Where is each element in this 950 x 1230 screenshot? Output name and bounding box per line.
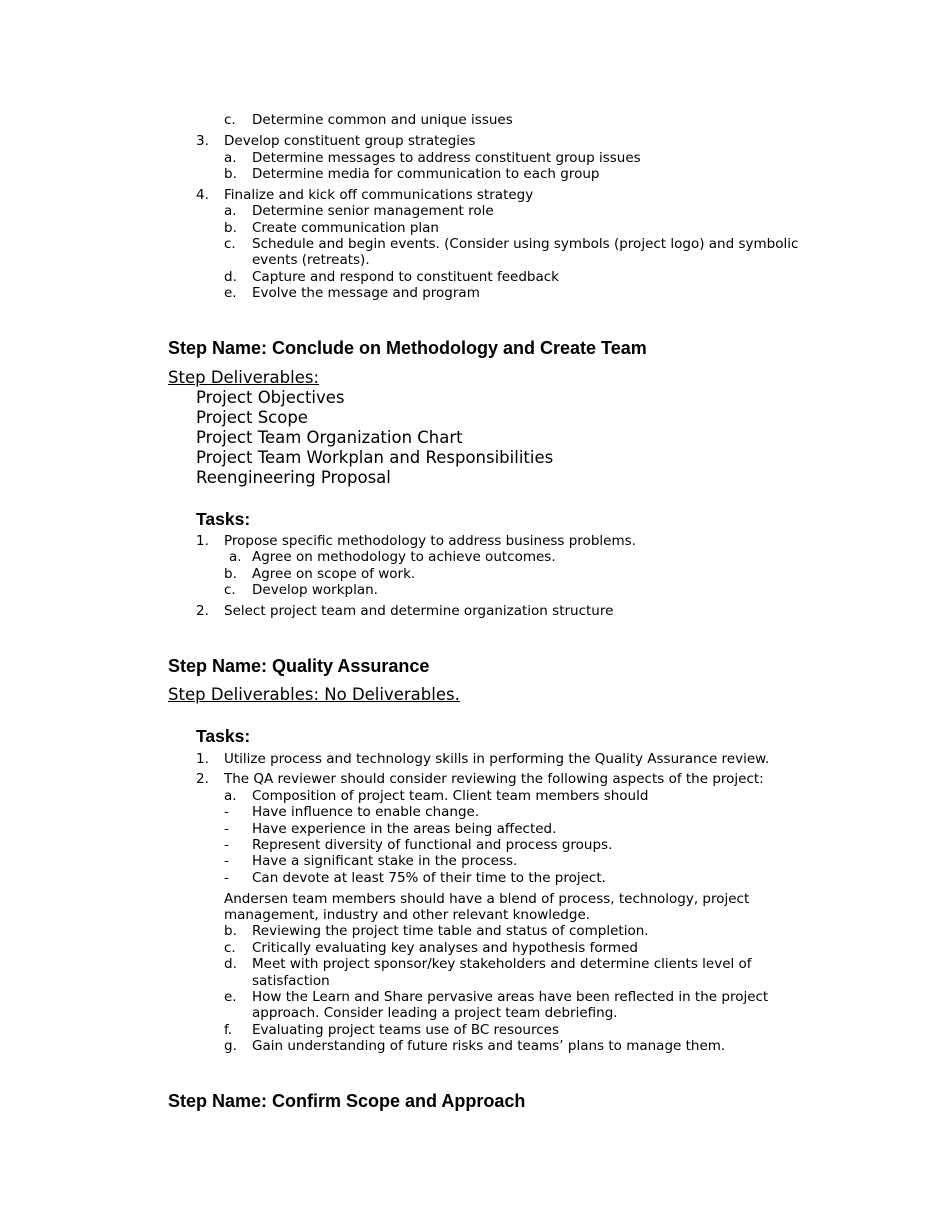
list-marker: f.: [224, 1022, 233, 1038]
list-marker: a.: [224, 150, 237, 166]
deliverable-item: Project Team Workplan and Responsibilities: [196, 448, 554, 467]
list-item: Determine media for communication to each group: [252, 166, 600, 182]
step-deliverables-label: Step Deliverables: No Deliverables.: [168, 685, 460, 704]
list-marker: 2.: [196, 603, 209, 619]
dash-item: Have a significant stake in the process.: [252, 853, 518, 869]
list-marker: a.: [224, 203, 237, 219]
list-item: Propose specific methodology to address business problems.: [224, 533, 636, 549]
list-item-continuation: events (retreats).: [252, 252, 370, 268]
list-item: Utilize process and technology skills in performing the Quality Assurance review.: [224, 751, 770, 767]
list-marker: b.: [224, 220, 237, 236]
dash-marker: -: [224, 821, 229, 837]
list-marker: c.: [224, 236, 236, 252]
paragraph-line: management, industry and other relevant knowledge.: [224, 907, 591, 923]
list-item: Select project team and determine organization structure: [224, 603, 614, 619]
list-marker: d.: [224, 956, 237, 972]
list-item-continuation: satisfaction: [252, 973, 330, 989]
list-marker: 1.: [196, 751, 209, 767]
deliverable-item: Reengineering Proposal: [196, 468, 391, 487]
list-item: Finalize and kick off communications strategy: [224, 187, 534, 203]
list-item: Evolve the message and program: [252, 285, 480, 301]
dash-item: Have experience in the areas being affected.: [252, 821, 557, 837]
step-deliverables-label: Step Deliverables:: [168, 368, 320, 387]
list-marker: 2.: [196, 771, 209, 787]
deliverable-item: Project Objectives: [196, 388, 345, 407]
list-item: Determine common and unique issues: [252, 112, 513, 128]
list-item: Develop constituent group strategies: [224, 133, 476, 149]
list-item: Agree on scope of work.: [252, 566, 416, 582]
list-item: Composition of project team. Client team members should: [252, 788, 649, 804]
list-marker: d.: [224, 269, 237, 285]
dash-item: Can devote at least 75% of their time to the project.: [252, 870, 606, 886]
list-item: Agree on methodology to achieve outcomes.: [252, 549, 556, 565]
dash-marker: -: [224, 853, 229, 869]
deliverable-item: Project Team Organization Chart: [196, 428, 463, 447]
list-item: Reviewing the project time table and status of completion.: [252, 923, 649, 939]
list-marker: c.: [224, 112, 236, 128]
dash-marker: -: [224, 837, 229, 853]
list-marker: b.: [224, 566, 237, 582]
list-item: Meet with project sponsor/key stakeholders and determine clients level of: [252, 956, 752, 972]
list-marker: 4.: [196, 187, 209, 203]
step-heading: Step Name: Conclude on Methodology and Create Team: [168, 338, 647, 358]
tasks-heading: Tasks:: [196, 509, 251, 529]
list-item: The QA reviewer should consider reviewing the following aspects of the project:: [224, 771, 764, 787]
tasks-heading: Tasks:: [196, 726, 251, 746]
paragraph-line: Andersen team members should have a blend of process, technology, project: [224, 891, 750, 907]
list-marker: c.: [224, 940, 236, 956]
deliverable-item: Project Scope: [196, 408, 308, 427]
list-item: Schedule and begin events. (Consider using symbols (project logo) and symbolic: [252, 236, 799, 252]
list-item: Evaluating project teams use of BC resources: [252, 1022, 559, 1038]
list-item: How the Learn and Share pervasive areas have been reflected in the project: [252, 989, 769, 1005]
list-item: Determine messages to address constituent group issues: [252, 150, 641, 166]
list-marker: e.: [224, 989, 237, 1005]
list-marker: c.: [224, 582, 236, 598]
step-heading: Step Name: Quality Assurance: [168, 656, 430, 676]
list-marker: e.: [224, 285, 237, 301]
step-heading: Step Name: Confirm Scope and Approach: [168, 1091, 526, 1111]
list-item: Gain understanding of future risks and teams’ plans to manage them.: [252, 1038, 726, 1054]
list-marker: a.: [229, 549, 242, 565]
list-item: Determine senior management role: [252, 203, 494, 219]
list-marker: g.: [224, 1038, 237, 1054]
list-marker: 1.: [196, 533, 209, 549]
list-marker: b.: [224, 923, 237, 939]
list-marker: 3.: [196, 133, 209, 149]
dash-marker: -: [224, 804, 229, 820]
list-marker: b.: [224, 166, 237, 182]
list-item: Create communication plan: [252, 220, 439, 236]
list-item: Develop workplan.: [252, 582, 378, 598]
list-item: Capture and respond to constituent feedback: [252, 269, 559, 285]
dash-item: Represent diversity of functional and process groups.: [252, 837, 613, 853]
list-item-continuation: approach. Consider leading a project team debriefing.: [252, 1005, 618, 1021]
list-item: Critically evaluating key analyses and hypothesis formed: [252, 940, 638, 956]
dash-item: Have influence to enable change.: [252, 804, 480, 820]
dash-marker: -: [224, 870, 229, 886]
list-marker: a.: [224, 788, 237, 804]
